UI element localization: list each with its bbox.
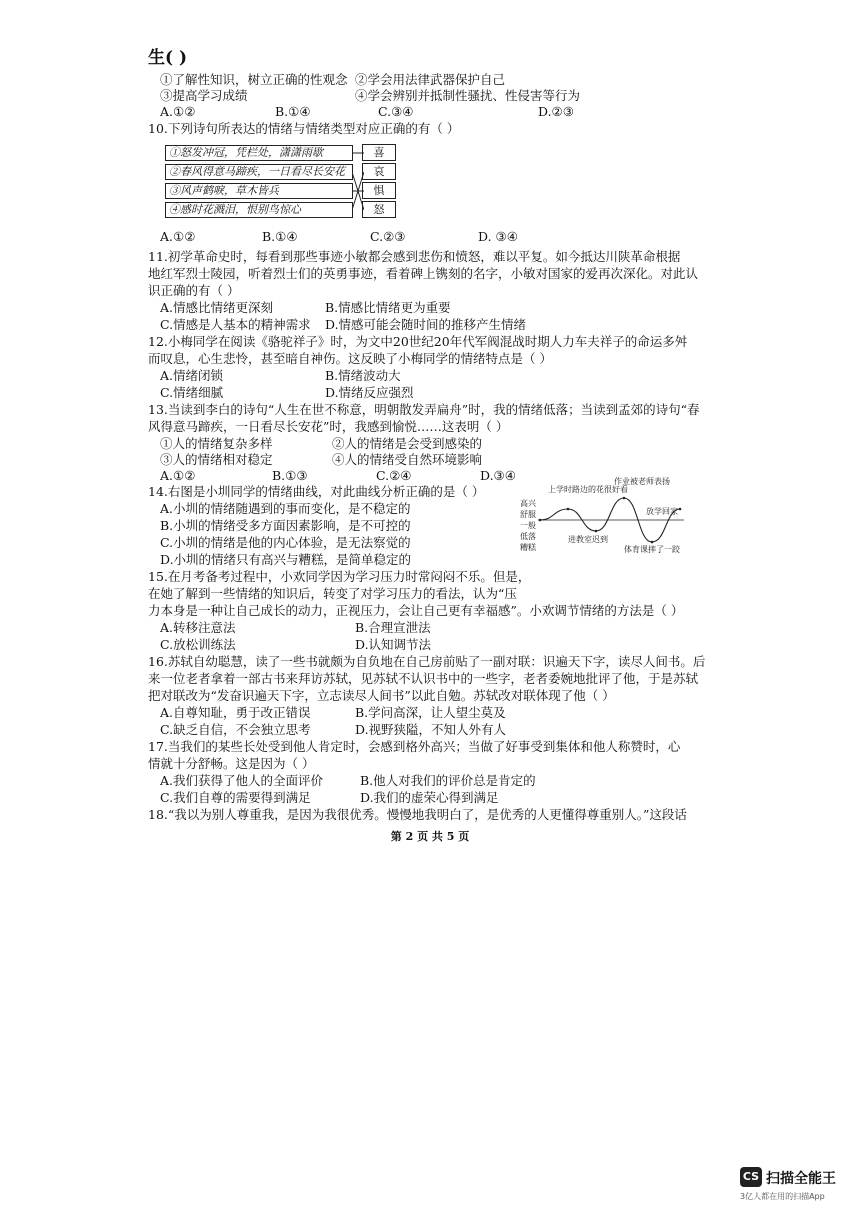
q12-line-2: 而叹息，心生悲怜，甚至暗自神伤。这反映了小梅同学的情绪特点是（ ） — [148, 351, 552, 366]
q15-option-c[interactable]: C.放松训练法 — [160, 637, 236, 652]
y-level-label: 一般 — [520, 521, 536, 530]
q10-poem-4: ④感时花溅泪，恨别鸟惊心 — [165, 202, 353, 218]
q12-line-1: 12.小梅同学在阅读《骆驼祥子》时，为文中20世纪20年代军阀混战时期人力车夫祥子的命运多舛 — [148, 334, 688, 349]
statement-3: ③提高学习成绩 — [160, 88, 248, 103]
q10-emotion-joy: 喜 — [362, 144, 396, 161]
page-number: 第 2 页 共 5 页 — [390, 830, 470, 843]
curve-point — [539, 519, 542, 522]
app-name: 扫描全能王 — [766, 1171, 836, 1187]
q17-option-c[interactable]: C.我们自尊的需要得到满足 — [160, 790, 311, 805]
option-a[interactable]: A.①② — [160, 104, 196, 119]
q16-line-2: 来一位老者拿着一部古书来拜访苏轼，见苏轼不认识书中的一些字，老者委婉地批评了他，于是苏轼 — [148, 671, 699, 686]
q14-option-a[interactable]: A.小圳的情绪随遇到的事而变化，是不稳定的 — [160, 501, 411, 516]
q13-option-c[interactable]: C.②④ — [376, 468, 412, 483]
q12-option-b[interactable]: B.情绪波动大 — [325, 368, 401, 383]
q10-poem-2: ②春风得意马蹄疾，一日看尽长安花 — [165, 164, 353, 180]
q16-option-d[interactable]: D.视野狭隘，不知人外有人 — [355, 722, 507, 737]
q15-line-1: 15.在月考备考过程中，小欢同学因为学习压力时常闷闷不乐。但是， — [148, 569, 531, 584]
statement-4: ④学会辨别并抵制性骚扰、性侵害等行为 — [355, 88, 581, 103]
q13-statement-1: ①人的情绪复杂多样 — [160, 436, 273, 451]
q14-option-d[interactable]: D.小圳的情绪只有高兴与糟糕，是简单稳定的 — [160, 552, 412, 567]
question-tail: 生( ) — [148, 48, 188, 68]
q13-option-b[interactable]: B.①③ — [272, 468, 308, 483]
q13-option-d[interactable]: D.③④ — [480, 468, 516, 483]
q16-option-a[interactable]: A.自尊知耻，勇于改正错误 — [160, 705, 311, 720]
q10-option-b[interactable]: B.①④ — [262, 229, 298, 244]
q10-emotion-fear: 惧 — [362, 182, 396, 199]
curve-point — [651, 541, 654, 544]
q11-line-3: 识正确的有（ ） — [148, 283, 240, 298]
q11-line-1: 11.初学革命史时，每看到那些事迹小敏都会感到悲伤和愤怒，难以平复。如今抵达川陕革命根据 — [148, 249, 681, 264]
q15-option-a[interactable]: A.转移注意法 — [160, 620, 236, 635]
q10-poem-3: ③风声鹤唳，草木皆兵 — [165, 183, 353, 199]
q10-option-c[interactable]: C.②③ — [370, 229, 406, 244]
q17-option-b[interactable]: B.他人对我们的评价总是肯定的 — [360, 773, 536, 788]
q17-line-1: 17.当我们的某些长处受到他人肯定时，会感到格外高兴；当做了好事受到集体和他人称赞时，心 — [148, 739, 681, 754]
q11-option-b[interactable]: B.情感比情绪更为重要 — [325, 300, 451, 315]
q13-statement-2: ②人的情绪是会受到感染的 — [332, 436, 483, 451]
q15-line-2: 在她了解到一些情绪的知识后，转变了对学习压力的看法，认为“压 — [148, 586, 517, 601]
q17-line-2: 情就十分舒畅。这是因为（ ） — [148, 756, 315, 771]
q12-option-a[interactable]: A.情绪闭锁 — [160, 368, 224, 383]
q10-emotion-anger: 怒 — [362, 201, 396, 218]
q13-statement-4: ④人的情绪受自然环境影响 — [332, 452, 483, 467]
option-c[interactable]: C.③④ — [378, 104, 414, 119]
q16-option-c[interactable]: C.缺乏自信，不会独立思考 — [160, 722, 311, 737]
annotation-label: 作业被老师表扬 — [614, 477, 670, 486]
q14-option-b[interactable]: B.小圳的情绪受多方面因素影响，是不可控的 — [160, 518, 411, 533]
annotation-label: 上学时路边的花很好看 — [548, 485, 628, 494]
q10-option-d[interactable]: D. ③④ — [478, 229, 518, 244]
q14-option-c[interactable]: C.小圳的情绪是他的内心体验，是无法察觉的 — [160, 535, 411, 550]
option-b[interactable]: B.①④ — [275, 104, 311, 119]
q15-line-3: 力本身是一种让自己成长的动力，正视压力，会让自己更有幸福感”。小欢调节情绪的方法是（ ） — [148, 603, 684, 618]
q14-stem: 14.右图是小圳同学的情绪曲线，对此曲线分析正确的是（ ） — [148, 484, 485, 499]
q10-stem: 10.下列诗句所表达的情绪与情绪类型对应正确的有（ ） — [148, 121, 460, 136]
annotation-label: 体育课摔了一跤 — [624, 545, 680, 554]
statement-1: ①了解性知识，树立正确的性观念 — [160, 72, 348, 87]
curve-point — [567, 508, 570, 511]
q16-option-b[interactable]: B.学问高深，让人望尘莫及 — [355, 705, 506, 720]
q17-option-a[interactable]: A.我们获得了他人的全面评价 — [160, 773, 324, 788]
q12-option-c[interactable]: C.情绪细腻 — [160, 385, 224, 400]
y-level-label: 高兴 — [520, 499, 536, 508]
app-tagline: 3亿人都在用的扫描App — [740, 1192, 825, 1201]
curve-point — [595, 530, 598, 533]
q16-line-1: 16.苏轼自幼聪慧，读了一些书就颇为自负地在自己房前贴了一副对联：识遍天下字，读尽人间书。后 — [148, 654, 706, 669]
q12-option-d[interactable]: D.情绪反应强烈 — [325, 385, 414, 400]
q11-line-2: 地红军烈士陵园，听着烈士们的英勇事迹，看着碑上镌刻的名字，小敏对国家的爱再次深化。对此认 — [148, 266, 699, 281]
y-level-label: 低落 — [520, 532, 536, 541]
q13-statement-3: ③人的情绪相对稳定 — [160, 452, 273, 467]
cs-logo-icon: CS — [740, 1167, 762, 1187]
q15-option-b[interactable]: B.合理宣泄法 — [355, 620, 431, 635]
annotation-label: 进教室迟到 — [568, 535, 608, 544]
q10-emotion-sorrow: 哀 — [362, 163, 396, 180]
option-d[interactable]: D.②③ — [538, 104, 574, 119]
q13-line-2: 风得意马蹄疾，一日看尽长安花”时，我感到愉悦……这表明（ ） — [148, 419, 509, 434]
q13-line-1: 13.当读到李白的诗句“人生在世不称意，明朝散发弄扁舟”时，我的情绪低落；当读到孟郊的诗句“春 — [148, 402, 700, 417]
emotion-curve-chart — [518, 476, 688, 568]
q11-option-a[interactable]: A.情感比情绪更深刻 — [160, 300, 274, 315]
curve-point — [623, 497, 626, 500]
y-level-label: 舒服 — [520, 510, 536, 519]
q13-option-a[interactable]: A.①② — [160, 468, 196, 483]
q18-line-1: 18.“我以为别人尊重我，是因为我很优秀。慢慢地我明白了，是优秀的人更懂得尊重别人。”这段话 — [148, 807, 687, 822]
curve-point — [679, 508, 682, 511]
q17-option-d[interactable]: D.我们的虚荣心得到满足 — [360, 790, 499, 805]
q16-line-3: 把对联改为“发奋识遍天下字，立志读尽人间书”以此自勉。苏轼改对联体现了他（ ） — [148, 688, 615, 703]
q10-poem-1: ①怒发冲冠，凭栏处，潇潇雨歇 — [165, 145, 353, 161]
annotation-label: 放学回家 — [646, 507, 678, 516]
q15-option-d[interactable]: D.认知调节法 — [355, 637, 432, 652]
statement-2: ②学会用法律武器保护自己 — [355, 72, 506, 87]
q11-option-c[interactable]: C.情感是人基本的精神需求 — [160, 317, 311, 332]
q11-option-d[interactable]: D.情感可能会随时间的推移产生情绪 — [325, 317, 527, 332]
y-level-label: 糟糕 — [520, 543, 536, 552]
q10-option-a[interactable]: A.①② — [160, 229, 196, 244]
